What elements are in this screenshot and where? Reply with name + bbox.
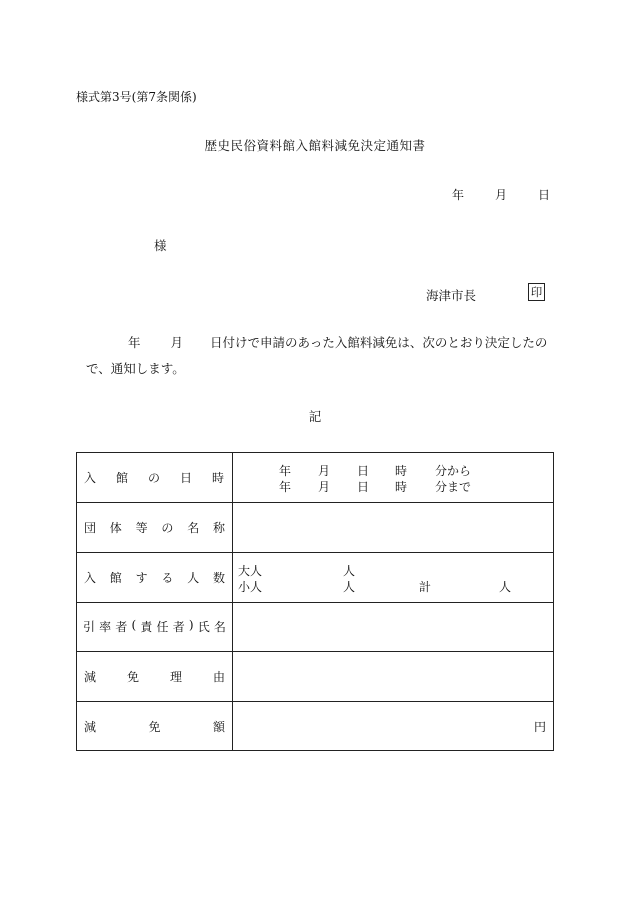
detail-table	[76, 452, 554, 751]
date-day: 日	[538, 188, 551, 202]
label-group-name: 団 体 等 の 名 称	[77, 503, 233, 553]
value-visit-datetime: 年 月 日 時 分から 年 月 日 時 分まで	[233, 453, 554, 503]
label-visit-datetime: 入 館 の 日 時	[77, 453, 233, 503]
body-text: 日付けで申請のあった入館料減免は、次のとおり決定したの	[210, 335, 548, 350]
value-visitor-count: 大人 人 小人 人 計 人	[233, 552, 554, 602]
date-year: 年	[452, 188, 465, 202]
label-reduction-reason: 減 免 理 由	[77, 652, 233, 702]
row-reduction-amount	[77, 701, 554, 751]
label-leader-name: 引 率 者 ( 責 任 者 ) 氏 名	[77, 602, 233, 652]
value-reduction-reason	[233, 652, 554, 702]
body-text-line1	[128, 333, 547, 351]
ki-heading: 記	[308, 409, 322, 424]
row-reduction-reason	[77, 652, 554, 702]
row-group-name	[77, 503, 554, 553]
row-visit-datetime	[77, 453, 554, 503]
issue-date	[452, 186, 550, 203]
document-title: 歴史民俗資料館入館料減免決定通知書	[204, 138, 426, 153]
form-number: 様式第3号(第7条関係)	[76, 90, 197, 104]
issuer-name: 海津市長	[426, 288, 477, 303]
yen-unit: 円	[533, 719, 546, 734]
body-text-line2: で、通知します。	[86, 361, 185, 376]
addressee-suffix: 様	[154, 238, 167, 253]
value-group-name	[233, 503, 554, 553]
body-month: 月	[170, 335, 184, 350]
seal-mark: 印	[528, 283, 545, 301]
value-leader-name	[233, 602, 554, 652]
label-reduction-amount: 減 免 額	[77, 701, 233, 751]
date-month: 月	[495, 188, 508, 202]
body-year: 年	[128, 335, 141, 350]
row-visitor-count	[77, 552, 554, 602]
label-visitor-count: 入 館 す る 人 数	[77, 552, 233, 602]
row-leader-name	[77, 602, 554, 652]
value-reduction-amount	[233, 701, 554, 751]
